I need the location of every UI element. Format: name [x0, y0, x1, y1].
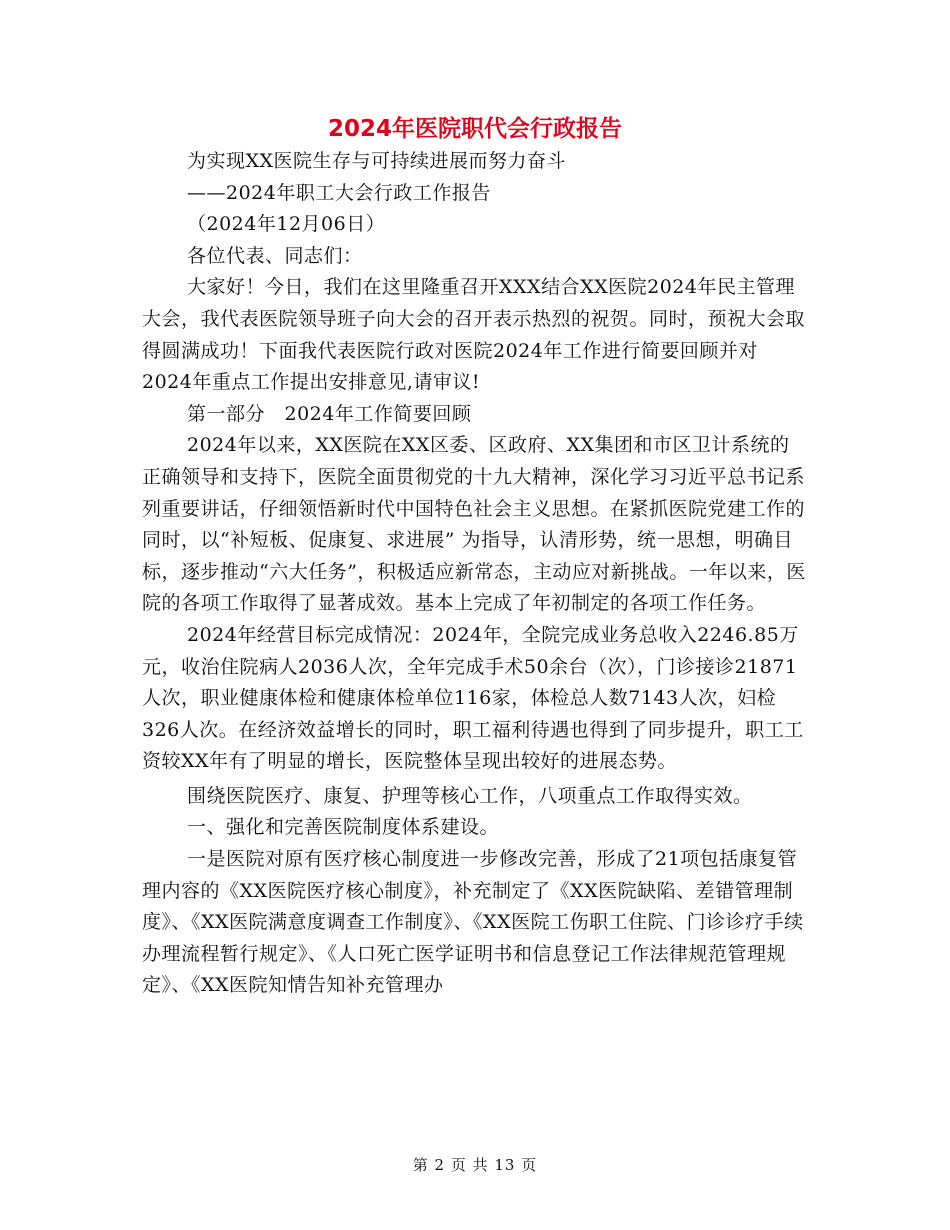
section-heading: 第一部分 2024年工作简要回顾 — [187, 402, 472, 425]
document-body — [142, 146, 807, 1002]
paragraph: 一是医院对原有医疗核心制度进一步修改完善，形成了21项包括康复管理内容的《XX医院医疗核心制度》，补充制定了《XX医院缺陷、差错管理制度》、《XX医院满意度调查工作制度》、《XX医院工伤职工住院、门诊诊疗手续办理流程暂行规定》、《人口死亡医学证明书和信息登记工作法律规范管理规定》、《XX医院知情告知补充管理办 — [142, 848, 804, 997]
subsection-heading: 一、强化和完善医院制度体系建设。 — [187, 816, 500, 839]
report-subtitle: ——2024年职工大会行政工作报告 — [187, 181, 491, 204]
paragraph: 2024年经营目标完成情况：2024年，全院完成业务总收入2246.85万元，收治住院病人2036人次，全年完成手术50余台（次），门诊接诊21871人次，职业健康体检和健康体检单位116家，体检总人数7143人次，妇检326人次。在经济效益增长的同时，职工福利待遇也得到了同步提升，职工工资较XX年有了明显的增长，医院整体呈现出较好的进展态势。 — [142, 623, 804, 773]
salutation: 各位代表、同志们： — [187, 244, 363, 267]
paragraph: 大家好！今日，我们在这里隆重召开XXX结合XX医院2024年民主管理大会，我代表医院领导班子向大会的召开表示热烈的祝贺。同时，预祝大会取得圆满成功！下面我代表医院行政对医院2024年工作进行简要回顾并对2024年重点工作提出安排意见,请审议! — [142, 276, 806, 394]
subtitle: 为实现XX医院生存与可持续进展而努力奋斗 — [187, 150, 567, 172]
report-date: （2024年12月06日） — [187, 213, 386, 236]
paragraph: 围绕医院医疗、康复、护理等核心工作，八项重点工作取得实效。 — [187, 784, 753, 807]
page-footer: 第 2 页 共 13 页 — [412, 1156, 538, 1174]
document-title: 2024年医院职代会行政报告 — [327, 116, 622, 142]
paragraph: 2024年以来，XX医院在XX区委、区政府、XX集团和市区卫计系统的正确领导和支持下，医院全面贯彻党的十九大精神，深化学习习近平总书记系列重要讲话，仔细领悟新时代中国特色社会主义思想。在紧抓医院党建工作的同时，以“补短板、促康复、求进展” 为指导，认清形势，统一思想，明确目标，逐步推动“六大任务”，积极适应新常态，主动应对新挑战。一年以来，医院的各项工作取得了显著成效。基本上完成了年初制定的各项工作任务。 — [142, 434, 806, 615]
